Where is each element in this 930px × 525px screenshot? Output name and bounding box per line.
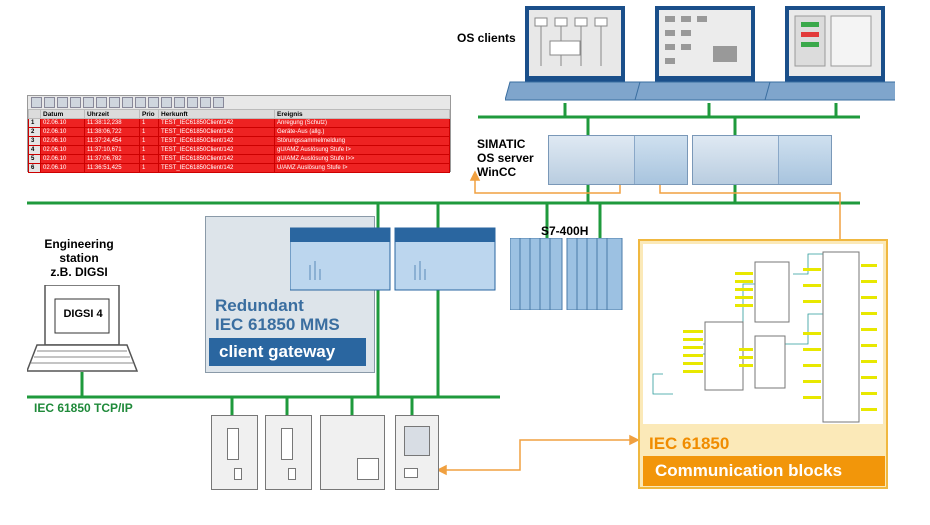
table-cell: TEST_IEC61850Client/142: [159, 119, 275, 128]
toolbar-icon[interactable]: [135, 97, 146, 108]
server-label-3: WinCC: [477, 165, 517, 179]
s7-label: S7-400H: [541, 224, 589, 238]
os-server-2: [692, 135, 832, 185]
server-label-2: OS server: [477, 151, 534, 165]
column-header[interactable]: Datum: [41, 110, 85, 119]
table-cell: 02.06.10: [41, 137, 85, 146]
table-cell: 11:37:06,782: [85, 155, 140, 164]
s7-400h-controller: [510, 238, 625, 310]
function-block-wiring: [643, 244, 883, 424]
laptop-icon: [635, 6, 775, 100]
table-cell: 02.06.10: [41, 146, 85, 155]
table-cell: TEST_IEC61850Client/142: [159, 128, 275, 137]
iec-title: IEC 61850: [649, 434, 730, 453]
ied-device: [395, 415, 439, 490]
table-cell: 1: [140, 164, 159, 173]
table-row[interactable]: [29, 164, 450, 173]
table-cell: 02.06.10: [41, 155, 85, 164]
event-toolbar: [28, 96, 450, 109]
eng-label-2: station: [59, 251, 99, 265]
ied-device: [320, 415, 385, 490]
table-cell: 11:38:12,238: [85, 119, 140, 128]
tcpip-label: IEC 61850 TCP/IP: [34, 401, 133, 415]
toolbar-icon[interactable]: [200, 97, 211, 108]
toolbar-icon[interactable]: [213, 97, 224, 108]
table-cell: 02.06.10: [41, 128, 85, 137]
toolbar-icon[interactable]: [161, 97, 172, 108]
table-cell: 1: [140, 128, 159, 137]
toolbar-icon[interactable]: [109, 97, 120, 108]
function-block: [705, 322, 743, 390]
table-cell: 1: [140, 146, 159, 155]
laptop-icon: [765, 6, 895, 100]
table-row[interactable]: [29, 137, 450, 146]
gateway-title-line1: Redundant: [215, 296, 304, 315]
table-cell: TEST_IEC61850Client/142: [159, 137, 275, 146]
toolbar-icon[interactable]: [187, 97, 198, 108]
gateway-bar: client gateway: [209, 338, 366, 366]
ied-device: [211, 415, 258, 490]
function-block: [755, 262, 789, 322]
table-cell: 2: [29, 128, 41, 137]
table-cell: 3: [29, 137, 41, 146]
table-row[interactable]: [29, 119, 450, 128]
table-cell: 11:37:10,671: [85, 146, 140, 155]
table-cell: U/AMZ Auslösung Stufe I>: [275, 164, 450, 173]
column-header[interactable]: Herkunft: [159, 110, 275, 119]
table-cell: 1: [140, 155, 159, 164]
table-cell: 02.06.10: [41, 164, 85, 173]
table-row[interactable]: [29, 146, 450, 155]
toolbar-icon[interactable]: [122, 97, 133, 108]
table-cell: TEST_IEC61850Client/142: [159, 164, 275, 173]
os-server-1: [548, 135, 688, 185]
column-header[interactable]: Uhrzeit: [85, 110, 140, 119]
table-cell: TEST_IEC61850Client/142: [159, 146, 275, 155]
gateway-devices: [290, 225, 500, 293]
function-block-diagram: [643, 244, 883, 424]
table-cell: 4: [29, 146, 41, 155]
gateway-title: [215, 296, 340, 334]
engineering-laptop-icon: [27, 285, 139, 375]
table-cell: Anregung (Schutz): [275, 119, 450, 128]
table-cell: 11:38:06,722: [85, 128, 140, 137]
laptop-icon: [505, 6, 645, 100]
event-list-window: [27, 95, 451, 172]
table-cell: gU/AMZ Auslösung Stufe I>: [275, 146, 450, 155]
table-row[interactable]: [29, 155, 450, 164]
digsi-label: DIGSI 4: [63, 308, 103, 320]
toolbar-icon[interactable]: [174, 97, 185, 108]
toolbar-icon[interactable]: [57, 97, 68, 108]
table-cell: 1: [29, 119, 41, 128]
table-cell: Störungssammelmeldung: [275, 137, 450, 146]
column-header[interactable]: Ereignis: [275, 110, 450, 119]
toolbar-icon[interactable]: [70, 97, 81, 108]
gateway-title-line2: IEC 61850 MMS: [215, 315, 340, 334]
column-header[interactable]: [29, 110, 41, 119]
column-header[interactable]: Prio: [140, 110, 159, 119]
toolbar-icon[interactable]: [96, 97, 107, 108]
iec-bar: Communication blocks: [643, 456, 885, 486]
function-block: [823, 252, 859, 422]
event-table: [28, 109, 450, 173]
toolbar-icon[interactable]: [148, 97, 159, 108]
table-cell: 5: [29, 155, 41, 164]
table-cell: 11:36:51,425: [85, 164, 140, 173]
toolbar-icon[interactable]: [31, 97, 42, 108]
table-cell: 02.06.10: [41, 119, 85, 128]
table-cell: TEST_IEC61850Client/142: [159, 155, 275, 164]
function-block: [755, 336, 785, 388]
table-cell: 6: [29, 164, 41, 173]
table-cell: gU/AMZ Auslösung Stufe I>>: [275, 155, 450, 164]
eng-label-1: Engineering: [44, 237, 114, 251]
ied-device: [265, 415, 312, 490]
event-table-header: [29, 110, 450, 119]
os-client-laptops: [505, 6, 895, 104]
os-clients-label: OS clients: [457, 31, 516, 45]
table-cell: 1: [140, 137, 159, 146]
table-cell: 1: [140, 119, 159, 128]
table-cell: 11:37:24,454: [85, 137, 140, 146]
server-label-1: SIMATIC: [477, 137, 526, 151]
toolbar-icon[interactable]: [83, 97, 94, 108]
table-cell: Geräte-Aus (allg.): [275, 128, 450, 137]
eng-label-3: z.B. DIGSI: [50, 265, 108, 279]
toolbar-icon[interactable]: [44, 97, 55, 108]
table-row[interactable]: [29, 128, 450, 137]
